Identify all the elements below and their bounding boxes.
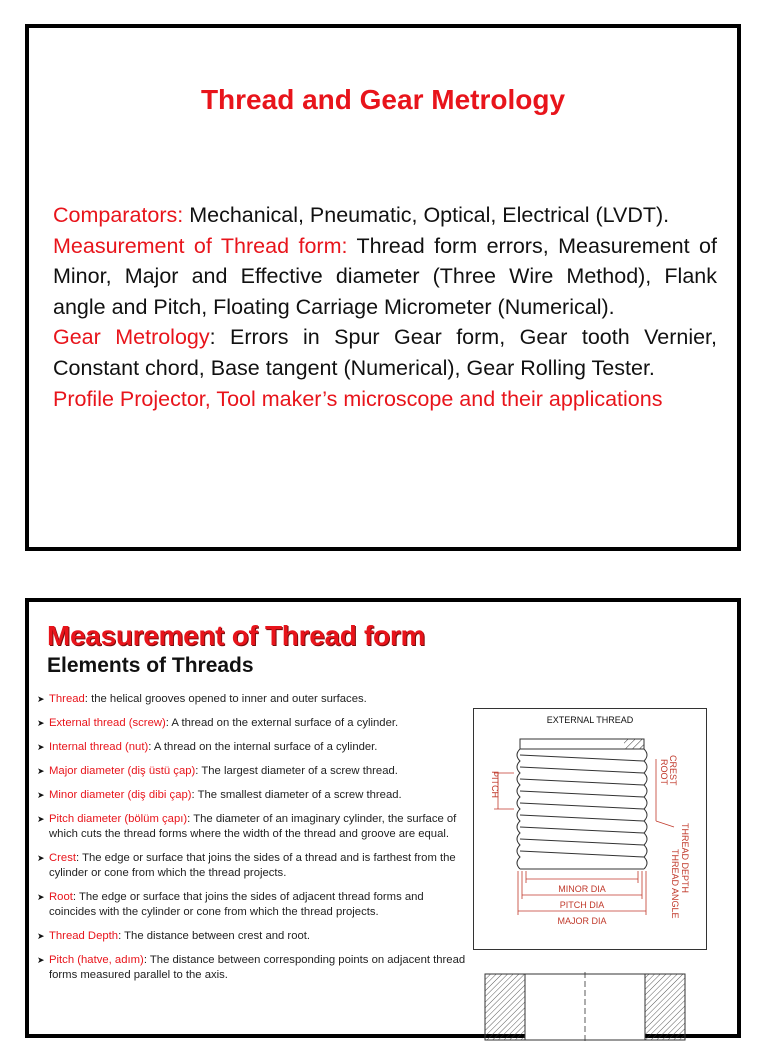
figure-title: EXTERNAL THREAD <box>546 715 634 725</box>
label-root: ROOT <box>659 759 669 785</box>
label-pitch: PITCH <box>490 771 500 798</box>
paragraph-thread-form <box>53 231 717 323</box>
label-minor-dia: MINOR DIA <box>558 884 606 894</box>
definition-item: ➤ Internal thread (nut): A thread on the internal surface of a cylinder. <box>37 740 467 755</box>
slide2-title: Measurement of Thread form <box>47 620 426 651</box>
label-comparators: Comparators: <box>53 203 184 227</box>
slide1-body <box>53 200 717 414</box>
label-gear-metrology: Gear Metrology <box>53 325 210 350</box>
label-crest: CREST <box>668 755 678 786</box>
label-major-dia: MAJOR DIA <box>557 916 607 926</box>
external-thread-diagram <box>473 708 707 950</box>
slide-measurement-of-thread-form <box>25 598 741 1038</box>
slide2-subtitle: Elements of Threads <box>47 654 254 677</box>
thread-diagram-svg <box>474 709 706 949</box>
definition-item: ➤ Minor diameter (diş dibi çap): The smallest diameter of a screw thread. <box>37 788 467 803</box>
paragraph-comparators <box>53 200 717 231</box>
slide1-title: Thread and Gear Metrology <box>200 84 566 115</box>
text-thread-form: Thread form errors, Measurement of Minor, Major and Effective diameter (Three Wire Method), Flank angle and Pitch, Floating Carriage Micrometer (Numerical). <box>53 233 717 319</box>
slide-thread-and-gear-metrology <box>25 24 741 551</box>
label-thread-form: Measurement of Thread form: <box>53 233 348 258</box>
label-thread-angle: THREAD ANGLE <box>670 849 680 919</box>
definition-item: ➤ Pitch diameter (bölüm çapı): The diameter of an imaginary cylinder, the surface of which cuts the thread forms where the width of the thread and groove are equal. <box>37 812 467 842</box>
definition-item: ➤ Thread: the helical grooves opened to inner and outer surfaces. <box>37 692 467 707</box>
paragraph-gear-metrology <box>53 322 717 383</box>
definition-item: ➤ Major diameter (diş üstü çap): The largest diameter of a screw thread. <box>37 764 467 779</box>
label-profile-projector: Profile Projector, Tool maker’s microscope and their applications <box>53 386 663 411</box>
label-pitch-dia: PITCH DIA <box>559 900 605 910</box>
definition-item: ➤ Thread Depth: The distance between crest and root. <box>37 929 467 944</box>
text-comparators: Mechanical, Pneumatic, Optical, Electrical (LVDT). <box>183 203 670 227</box>
thread-shaft <box>517 739 647 869</box>
text-gear-metrology: : Errors in Spur Gear form, Gear tooth Vernier, Constant chord, Base tangent (Numerical), Gear Rolling Tester. <box>53 325 717 380</box>
definition-item: ➤ External thread (screw): A thread on the external surface of a cylinder. <box>37 716 467 731</box>
internal-thread-diagram <box>481 972 689 1042</box>
definition-item: ➤ Crest: The edge or surface that joins the sides of a thread and is farthest from the cylinder or cone from which the thread projects. <box>37 851 467 881</box>
definition-item: ➤ Pitch (hatve, adım): The distance between corresponding points on adjacent thread forms measured parallel to the axis. <box>37 953 467 983</box>
definition-item: ➤ Root: The edge or surface that joins the sides of adjacent thread forms and coincides with the cylinder or cone from which the thread projects. <box>37 890 467 920</box>
paragraph-profile-projector <box>53 384 717 415</box>
label-thread-depth: THREAD DEPTH <box>680 823 690 894</box>
definition-list <box>37 692 467 992</box>
